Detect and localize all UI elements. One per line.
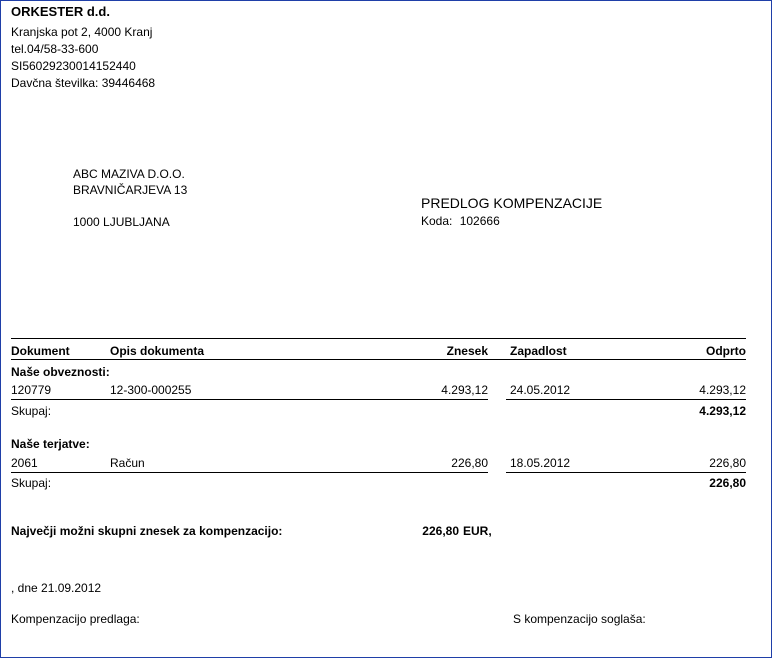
document-code-label: Koda: (421, 214, 453, 228)
summary-currency: EUR, (463, 524, 492, 538)
recipient-city: 1000 LJUBLJANA (73, 215, 170, 229)
row-zapadlost: 18.05.2012 (510, 456, 571, 470)
sum-value-terjatve: 226,80 (709, 476, 746, 490)
row-rule-right (506, 399, 746, 400)
header-rule (11, 359, 746, 360)
company-phone: tel.04/58-33-600 (11, 42, 99, 56)
company-tax-number: Davčna številka: 39446468 (11, 76, 156, 90)
row-odprto: 226,80 (709, 456, 746, 470)
proposer-label: Kompenzacijo predlaga: (11, 612, 140, 626)
row-zapadlost: 24.05.2012 (510, 383, 571, 397)
recipient-name: ABC MAZIVA D.O.O. (73, 167, 185, 181)
recipient-street: BRAVNIČARJEVA 13 (73, 183, 188, 197)
row-dokument: 120779 (11, 383, 52, 397)
row-rule-right (506, 472, 746, 473)
table-top-rule (11, 338, 746, 339)
summary-label: Največji možni skupni znesek za kompenzacijo: (11, 524, 283, 538)
header-zapadlost: Zapadlost (510, 344, 567, 358)
row-znesek: 226,80 (451, 456, 488, 470)
company-account: SI56029230014152440 (11, 59, 136, 73)
sum-label-obveznosti: Skupaj: (11, 404, 52, 418)
document-code-value: 102666 (459, 214, 500, 228)
row-rule-left (11, 472, 488, 473)
company-address: Kranjska pot 2, 4000 Kranj (11, 25, 153, 39)
header-znesek: Znesek (446, 344, 488, 358)
row-dokument: 2061 (11, 456, 38, 470)
row-opis: Račun (110, 456, 145, 470)
sum-label-terjatve: Skupaj: (11, 476, 52, 490)
agree-label: S kompenzacijo soglaša: (513, 612, 646, 626)
row-odprto: 4.293,12 (699, 383, 746, 397)
header-dokument: Dokument (11, 344, 70, 358)
row-znesek: 4.293,12 (441, 383, 488, 397)
sum-value-obveznosti: 4.293,12 (699, 404, 746, 418)
row-opis: 12-300-000255 (110, 383, 192, 397)
document-title: PREDLOG KOMPENZACIJE (421, 195, 603, 211)
date-line: , dne 21.09.2012 (11, 581, 102, 595)
summary-amount: 226,80 (422, 524, 459, 538)
header-odprto: Odprto (706, 344, 746, 358)
section-title-obveznosti: Naše obveznosti: (11, 365, 110, 379)
header-opis: Opis dokumenta (110, 344, 205, 358)
document-code (421, 214, 500, 228)
row-rule-left (11, 399, 488, 400)
section-title-terjatve: Naše terjatve: (11, 437, 90, 451)
company-name: ORKESTER d.d. (11, 4, 110, 19)
